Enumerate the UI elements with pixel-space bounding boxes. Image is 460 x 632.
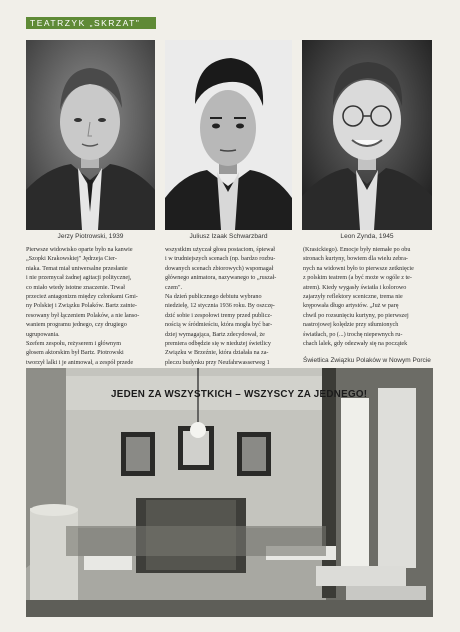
article-text-line: niedzielę, 12 stycznia 1936 roku. By oszczę- <box>165 303 275 310</box>
article-text-line: Pierwsze widowisko oparte było na kanwie <box>26 247 133 253</box>
article-text-line: dzić sobie i zespołowi tremy przed publicz- <box>165 312 273 319</box>
article-text-line: waniem programu jednego, czy drugiego <box>26 322 127 329</box>
article-text-line: resowany był łączeniem Polaków, a nie lanso- <box>26 312 140 319</box>
article-text-line: Związku w Brzeźnie, która działała na za- <box>165 350 269 357</box>
article-text-line: zajarzyły reflektory sceniczne, trema nie <box>303 294 403 301</box>
article-text-line: „Szopki Krakowskiej" Jędrzeja Cier- <box>26 256 117 263</box>
portrait-photo-piotrowski <box>26 40 155 230</box>
article-text-line: nych na widowni było to pierwsze zetknięcie <box>303 265 414 272</box>
section-header <box>26 17 156 29</box>
article-column-1 <box>26 246 155 368</box>
article-text-line: głównego animatora, nazywanego to „ruszał- <box>165 275 277 282</box>
article-text-line: ny Polskiej i Związku Polaków. Bartz zainte- <box>26 303 137 310</box>
article-column-2 <box>165 246 293 368</box>
article-text-line: krępowała długo artystów. „Już w parę <box>303 303 399 310</box>
article-text-line: światłach, po (...) trochę niepewnych ru- <box>303 331 403 338</box>
article-text-line: co miało wtedy istotne znaczenie. Trwał <box>26 284 125 291</box>
article-text-line: niaka. Temat miał uniwersalne przesłanie <box>26 265 128 272</box>
portrait-photo-schwarzbard <box>165 40 292 230</box>
article-text-line: chwil po rozsunięciu kurtyny, po pierwszej <box>303 312 409 319</box>
portrait-caption: Leon Zynda, 1945 <box>340 233 394 240</box>
article-column-3 <box>303 246 431 349</box>
article-text-line: z polskim teatrem (a być może w ogóle z te- <box>303 275 412 282</box>
portrait-caption: Juliusz Izaak Schwarzbard <box>189 233 268 240</box>
portrait-caption: Jerzy Piotrowski, 1939 <box>57 233 124 240</box>
article-text-line: Na dzień publicznego debiutu wybrano <box>165 294 262 301</box>
article-text-line: premiera odbędzie się w niedużej świetlicy <box>165 341 271 348</box>
article-text-line: dowanych scenach zbiorowych) wspomagał <box>165 265 274 272</box>
article-text-line: nastrojowej kolędzie przy stłumionych <box>303 322 399 329</box>
club-room-photo <box>26 368 433 617</box>
article-text-line: chach lalek, gdy odezwały się na początek <box>303 341 408 348</box>
article-text-line: (Krasickiego). Emocje były niemałe po obu <box>303 247 411 253</box>
article-text-line: Szefem zespołu, reżyserem i głównym <box>26 341 121 348</box>
article-text-line: głosem aktorskim był Bartz. Piotrowski <box>26 350 124 357</box>
photo-caption: Świetlica Związku Polaków w Nowym Porcie <box>303 357 431 364</box>
portrait-photo-zynda <box>302 40 432 230</box>
article-text-line: pleczu budynku przy Neufahrwasserweg 1 <box>165 359 270 366</box>
article-text-line: czem". <box>165 284 182 291</box>
article-text-line: i nie przemycał żadnej agitacji politycznej, <box>26 275 132 282</box>
article-text-line: przecież antagonizm między członkami Gmi- <box>26 294 138 301</box>
article-text-line: stronach kurtyny, bowiem dla wielu zebra- <box>303 256 408 263</box>
article-text-line: i w trudniejszych scenach (np. bardzo rozbu- <box>165 256 276 263</box>
article-text-line: ugrupowania. <box>26 331 60 338</box>
article-text-line: wszystkim użyczał głosu postaciom, śpiewał <box>165 247 275 253</box>
article-text-line: nością w śródmieściu, która mogła być bar- <box>165 322 273 329</box>
article-text-line: atrem). Kiedy wygasły światła i kolorowo <box>303 284 407 291</box>
section-label: TEATRZYK „SKRZAT" <box>30 18 141 28</box>
article-text-line: dziej wymagająca, Bartz zdecydował, że <box>165 331 265 338</box>
wall-banner-text: JEDEN ZA WSZYSTKICH – WSZYSCY ZA JEDNEGO! <box>111 389 368 400</box>
article-text-line: tworzył lalki i je animował, a zespół przede <box>26 359 134 366</box>
